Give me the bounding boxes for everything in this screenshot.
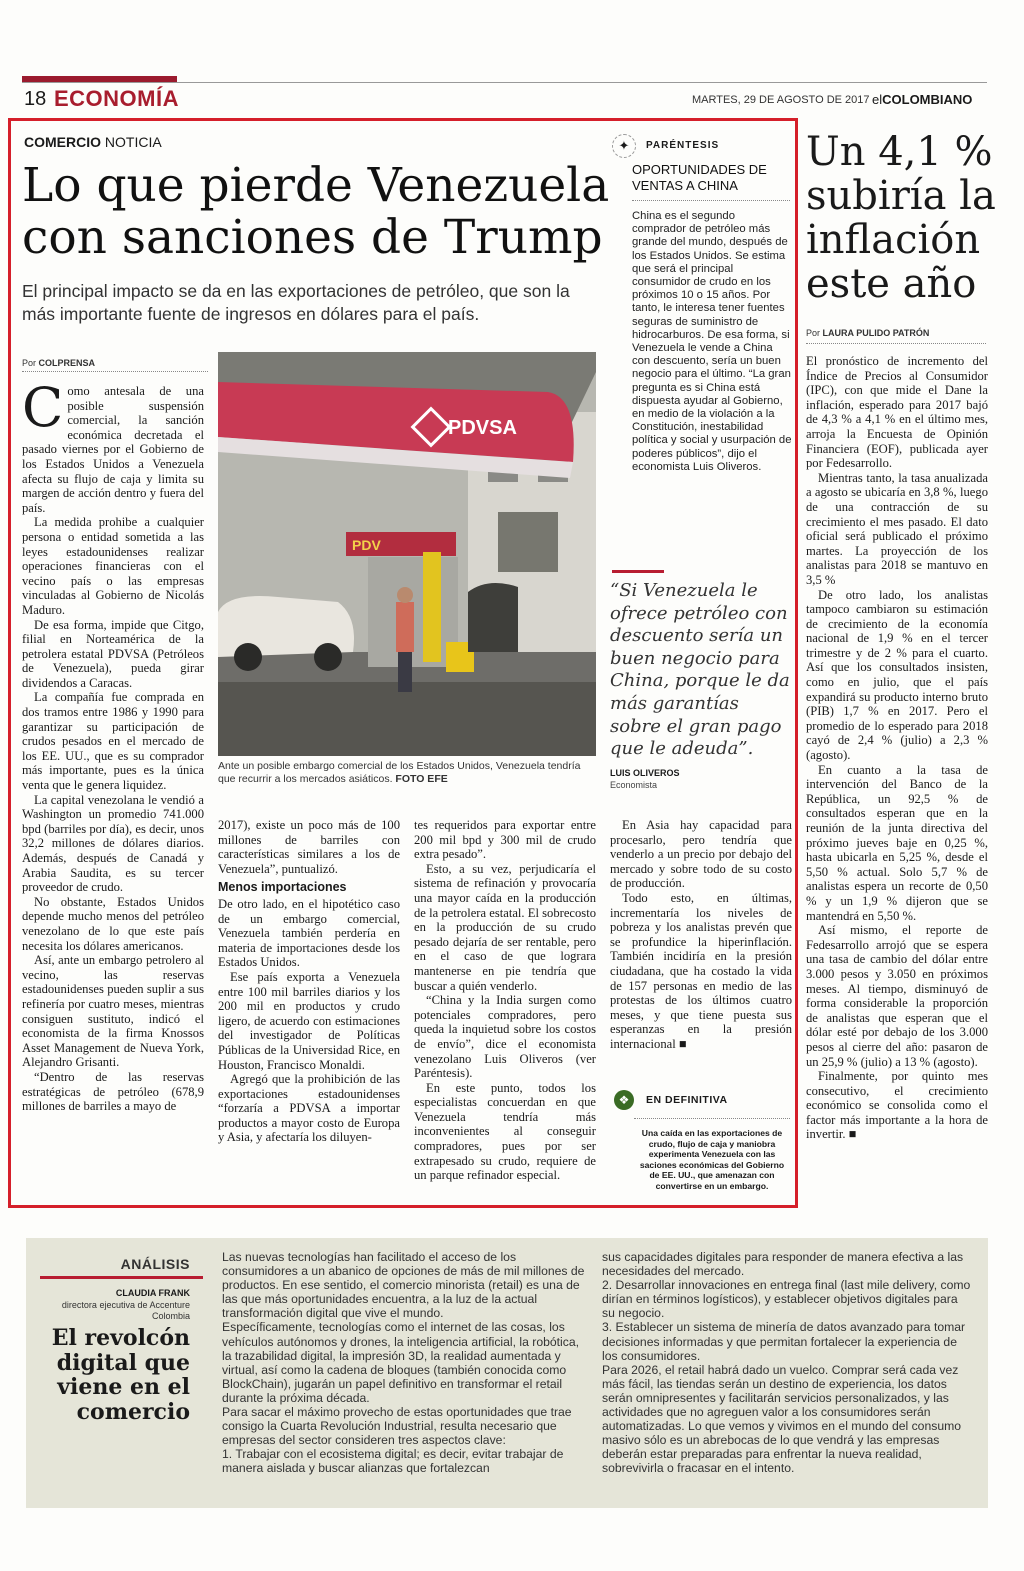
paragraph: Todo esto, en últimas, incrementaría los niveles de pobreza y los analistas prevén que se profundice la hiperinflación. También incidiría en la presión ciudadana, que ha costado la vida de 157 personas en medio de las protestas de los últimos cuatro meses, y que tiene puesta sus esperanzas en la presión internacional ■ — [610, 890, 792, 1051]
analisis-author-role: directora ejecutiva de Accenture Colombia — [61, 1300, 190, 1321]
quote-author: LUIS OLIVEROS — [610, 768, 680, 778]
paragraph: omo antesala de una posible suspensión comercial, la sanción económica decretada el pasado viernes por el Gobierno de los Estados Unidos a Venezuela afecta su flujo de caja y limita su margen de acción dentro y fuera del país. — [22, 384, 204, 515]
paragraph: Agregó que la prohibición de las exportaciones estadounidenses “forzaría a PDVSA a importar productos a mayor costo de Europa y Asia, y afectaría los diluyen- — [218, 1072, 400, 1145]
newspaper-logo-name: COLOMBIANO — [882, 92, 973, 107]
parentesis-title: OPORTUNIDADES DE VENTAS A CHINA — [632, 162, 767, 193]
paragraph: sus capacidades digitales para responder de manera efectiva a las necesidades del mercado. — [602, 1250, 964, 1279]
en-definitiva-icon: ❖ — [614, 1090, 634, 1110]
parentesis-text: China es el segundo comprador de petróleo más grande del mundo, después de los Estados Unidos. Se estima que será el principal consumidor de crudo en los próximos 10 o 15 años. Por tanto, le interesa tener fuentes seguras de suministro de hidrocarburos. De esa forma, si Venezuela le vende a China con descuento, sería un buen negocio para el último. “La gran pregunta es si China está dispuesta ayudar al Gobierno, en medio de la violación a la Constitución, inestabilidad política y social y usurpación de poderes públicos”, dijo el economista Luis Oliveros. — [632, 210, 792, 473]
parentesis-label: PARÉNTESIS — [646, 140, 720, 151]
paragraph: tes requeridos para exportar entre 200 mil bpd y 300 mil de crudo extra pesado”. — [414, 818, 596, 862]
pdvsa-sign: PDVSA — [448, 417, 517, 439]
subhead: Menos importaciones — [218, 880, 347, 895]
quote-author-role: Economista — [610, 780, 658, 790]
paragraph: 1. Trabajar con el ecosistema digital; es decir, evitar trabajar de manera aislada y buscar alianzas que fortalezcan — [222, 1447, 564, 1476]
paragraph: Finalmente, por quinto mes consecutivo, el crecimiento económico se consolida como el factor más importante a la hora de invertir. ■ — [806, 1069, 988, 1142]
paragraph: “China y la India surgen como potenciales compradores, pero queda la inquietud sobre los costos de envío”, dice el economista venezolano Luis Oliveros (ver Paréntesis). — [414, 993, 596, 1081]
paragraph: En Asia hay capacidad para procesarlo, pero tendría que venderlo a un precio por debajo del mercado y sobre todo de su costo de producción. — [610, 818, 792, 891]
byline-rule — [22, 371, 208, 372]
paragraph: 3. Establecer un sistema de minería de datos avanzado para tomar decisiones informadas y que permitan fortalecer la experiencia de los consumidores. — [602, 1320, 966, 1363]
paragraph: “Dentro de las reservas estratégicas de petróleo (678,9 millones de barriles a mayo de — [22, 1069, 204, 1114]
page-number: 18 — [24, 88, 47, 110]
article-column-1 — [22, 376, 204, 1114]
en-definitiva-rule — [634, 1118, 790, 1119]
pull-quote: “Si Venezuela le ofrece petróleo con descuento sería un buen negocio para China, porque le da más garantías sobre el gran pago que le adeuda”. — [610, 580, 790, 760]
article-deck: El principal impacto se da en las exportaciones de petróleo, que son la más importante fuente de ingresos en dólares para el país. — [22, 281, 570, 324]
inflation-headline: Un 4,1 % subiría la inflación este año — [806, 129, 996, 307]
paragraph: El pronóstico de incremento del Índice de Precios al Consumidor (IPC), con que mide el Dane la inflación, esperado para 2017 bajó de 4,3 % a 4,1 % en el último mes, arroja la Encuesta de Opinión Financiera (EOF), publicada ayer por Fedesarrollo. — [806, 354, 988, 471]
paragraph: Para sacar el máximo provecho de estas oportunidades que trae consigo la Cuarta Revolución Industrial, resulta necesario que empresas del sector consideren tres aspectos clave: — [222, 1405, 572, 1448]
paragraph: Mientras tanto, la tasa anualizada a agosto se ubicaría en 3,8 %, luego de una contracción de su crecimiento el mes pasado. El dato oficial será publicado el próximo martes. La proyección de los analistas para 2018 se mantuvo en 3,5 % — [806, 470, 988, 587]
analisis-column-1 — [222, 1250, 590, 1476]
drop-cap: C — [22, 376, 64, 439]
header-rule — [22, 82, 987, 83]
en-definitiva-label: EN DEFINITIVA — [646, 1094, 728, 1106]
byline-prefix: Por — [22, 358, 37, 368]
paragraph: Así mismo, el reporte de Fedesarrollo arrojó que se espera una tasa de cambio del dólar entre 3.000 pesos y 3.050 en próximos meses. Al tiempo, disminuyó de forma considerable la proporción de analistas que esperan que el dólar esté por debajo de los 3.000 pesos al cierre del año: pasaron de un 25,9 % (julio) a 13 % (agosto). — [806, 923, 988, 1069]
byline-author: COLPRENSA — [38, 358, 96, 368]
article-column-4 — [610, 818, 792, 1052]
article-byline — [22, 358, 95, 368]
gas-station-illustration — [218, 352, 596, 756]
paragraph: No obstante, Estados Unidos depende mucho menos del petróleo venezolano de lo que este país necesita los dólares americanos. — [22, 894, 204, 953]
analisis-author: CLAUDIA FRANK — [115, 1288, 190, 1298]
paragraph: Esto, a su vez, perjudicaría el sistema de refinación y provocaría una mayor caída en la producción de la petrolera estatal. El sobrecosto en la producción de su crudo pesado dejaría de ser rentable, pero en el caso de que lograra mantenerse en pie tendría que buscar a quién venderlo. — [414, 861, 596, 993]
article-column-3 — [414, 818, 596, 1183]
newspaper-logo — [872, 92, 972, 107]
analisis-title: El revolcón digital que viene en el comercio — [51, 1325, 190, 1425]
paragraph: 2017), existe un poco más de 100 millones de barriles con características similares a los de Venezuela”, puntualizó. — [218, 818, 400, 876]
paragraph: La medida prohibe a cualquier persona o entidad sometida a las leyes estadounidenses realizar operaciones financieras con el vecino país o las empresas vinculadas al Gobierno de Nicolás Maduro. — [22, 515, 204, 617]
analisis-label: ANÁLISIS — [120, 1256, 190, 1272]
inflation-column — [806, 354, 988, 1142]
paragraph: Las nuevas tecnologías han facilitado el acceso de los consumidores a un abanico de opciones de más de mil millones de productos. En ese sentido, el comercio minorista (retail) es una de las que más oportunidades encuentra, a la luz de la actual transformación digital que vive el mundo. — [222, 1250, 585, 1321]
kicker-type: NOTICIA — [104, 134, 162, 150]
paragraph: De otro lado, en el hipotético caso de un embargo comercial, Venezuela también perdería en materia de importaciones desde los Estados Unidos. — [218, 896, 400, 970]
paragraph: En cuanto a la tasa de intervención del Banco de la República, un 92,5 % de consultados esperan que en la reunión de la junta directiva del próximo jueves baje en 0,25 %, hasta ubicarla en 5,25 %, desde el 5,50 % actual. Solo 5,7 % de analistas espera un recorte de 0,50 % y un 1,9 % dijeron que se mantendrá en 5,50 %. — [806, 762, 988, 923]
paragraph: 2. Desarrollar innovaciones en entrega final (last mile delivery, como dirían en términos logísticos), y establecer objetivos digitales para su negocio. — [602, 1278, 971, 1321]
inflation-byline — [806, 328, 929, 338]
analisis-column-2 — [602, 1250, 972, 1476]
article-headline: Lo que pierde Venezuela con sanciones de Trump — [22, 158, 610, 265]
paragraph: De esa forma, impide que Citgo, filial en Norteamérica de la petrolera estatal PDVSA (Petróleos de Venezuela), pueda girar dividendos a Caracas. — [22, 617, 204, 690]
parentesis-rule — [632, 200, 790, 201]
photo-credit: FOTO EFE — [395, 773, 448, 785]
paragraph: En este punto, todos los especialistas concuerdan en que Venezuela tendría más inconvenientes al conseguir compradores, pues por ser extrapesado su crudo, requiere de un parque refinador especial. — [414, 1080, 596, 1183]
caption-text: Ante un posible embargo comercial de los Estados Unidos, Venezuela tendría que recurrir a los mercados asiáticos. — [218, 760, 581, 785]
gas-station-photo — [218, 352, 596, 756]
article-kicker — [24, 134, 162, 150]
issue-date: MARTES, 29 DE AGOSTO DE 2017 — [692, 94, 870, 106]
pump-sign: PDV — [352, 537, 381, 553]
section-title: ECONOMÍA — [54, 86, 179, 111]
quote-accent-bar — [612, 570, 664, 573]
paragraph: Ese país exporta a Venezuela entre 100 mil barriles diarios y los 200 mil en productos y crudo ligero, de acuerdo con estimaciones del investigador de Políticas Públicas de la Universidad Rice, en Houston, Francisco Monaldi. — [218, 969, 400, 1072]
article-column-2 — [218, 818, 400, 1145]
newspaper-logo-prefix: el — [872, 92, 883, 107]
paragraph: La capital venezolana le vendió a Washington un promedio 741.000 bpd (barriles por día), es decir, unos 32,2 millones de dólares diarios. Además, después de Canadá y Arabia Saudita, es su tercer proveedor de crudo. — [22, 792, 204, 895]
paragraph: Así, ante un embargo petrolero al vecino, las reservas estadounidenses pueden suplir a sus refinería por cuatro meses, mientras consiguen sustituto, indicó el economista de la firma Knossos Asset Management de Nueva York, Alejandro Grisanti. — [22, 953, 204, 1070]
paragraph: Para 2026, el retail habrá dado un vuelco. Comprar será cada vez más fácil, las tiendas serán un destino de experiencia, los datos serán omnipresentes y facilitarán servicios personalizados, y las actividades que no agreguen valor a los consumidores serán automatizadas. Lo que vemos y vivimos en el mundo del consumo masivo sólo es un abrebocas de lo que vendrá y las empresas deberán estar preparadas para enfrentar la nueva realidad, sobrevivirla o fracasar en el intento. — [602, 1362, 962, 1476]
pin-icon: ✦ — [612, 134, 636, 158]
paragraph: De otro lado, los analistas tampoco cambiaron su estimación de crecimiento de la economía nacional de 1,9 % en el tercer trimestre y de 2 % para el cuarto. Así que los consultados insisten, como en julio, que el país expandirá su producto interno bruto (PIB) 1,7 % en 2017. Pero el promedio de lo esperado para 2018 cayó de 2,4 % (julio) a 2,3 % (agosto). — [806, 587, 988, 763]
paragraph: La compañía fue comprada en dos tramos entre 1986 y 1990 para garantizar su participación de crudos pesados en el mercado de los EE. UU., que es su comprador más importante, pues es la única venta que le genera liquidez. — [22, 690, 204, 793]
inflation-byline-rule — [806, 343, 986, 344]
photo-caption — [218, 760, 596, 786]
paragraph: Específicamente, tecnologías como el internet de las cosas, los vehículos autónomos y drones, la inteligencia artificial, la robótica, la trazabilidad digital, la impresión 3D, la realidad aumentada y virtual, así como la cadena de bloques (también conocida como BlockChain), jugarán un papel definitivo en transformar el retail durante la próxima década. — [222, 1320, 580, 1405]
analisis-accent-bar — [40, 1276, 203, 1279]
byline-author: LAURA PULIDO PATRÓN — [822, 328, 930, 338]
kicker-topic: COMERCIO — [24, 134, 101, 150]
byline-prefix: Por — [806, 328, 821, 338]
en-definitiva-text: Una caída en las exportaciones de crudo, flujo de caja y maniobra experimenta Venezuela con las saciones económicas del Gobierno de EE. UU., que amenazan con convertirse en un embargo. — [639, 1128, 785, 1191]
